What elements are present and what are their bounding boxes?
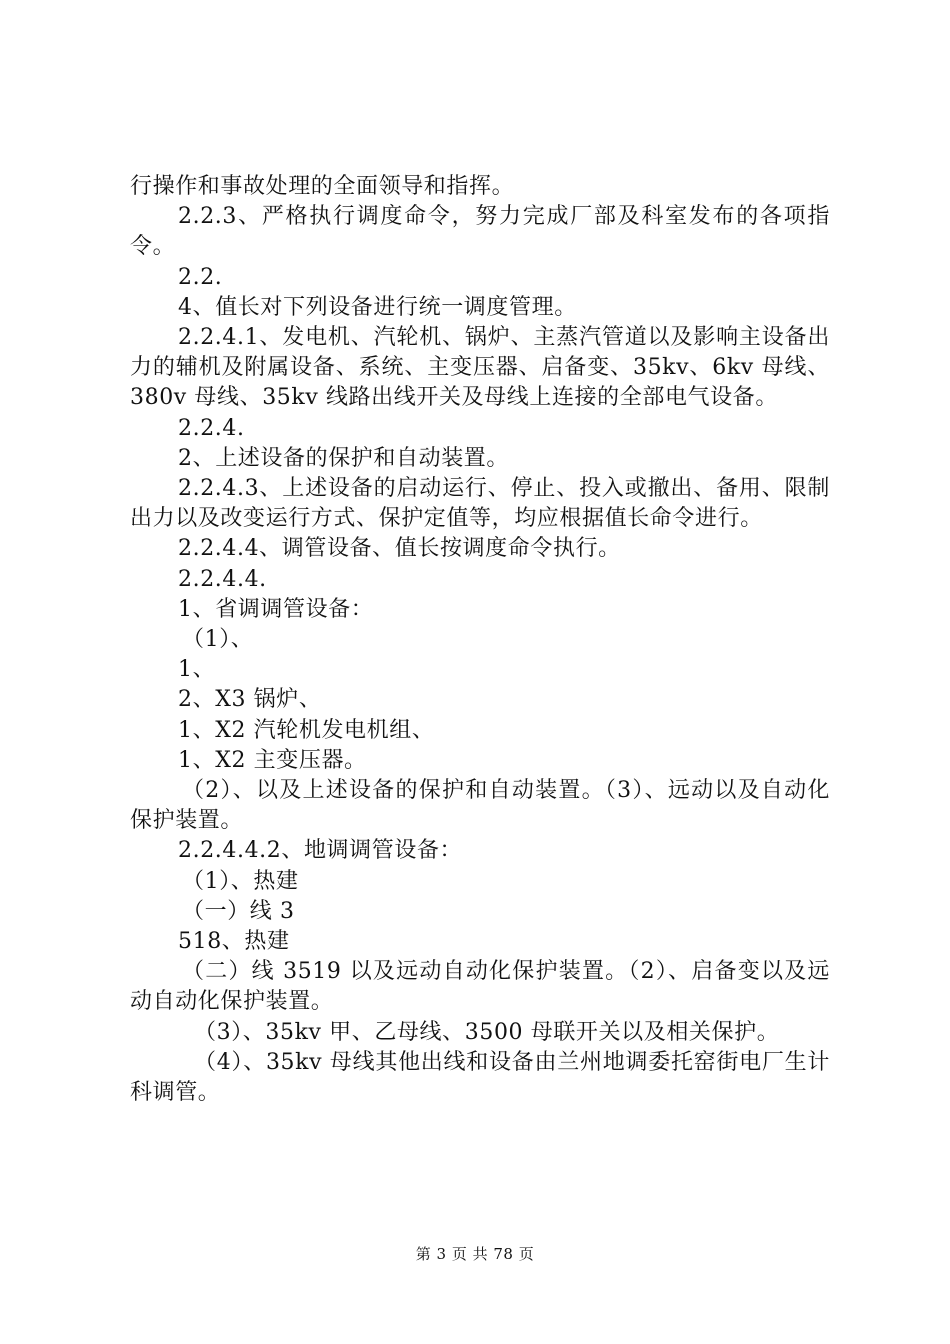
paragraph-line-3: （一）线 3 — [182, 898, 295, 924]
page-number-footer: 第 3 页 共 78 页 — [415, 1245, 535, 1263]
paragraph-2-2-4-1: 2.2.4.1、发电机、汽轮机、锅炉、主蒸汽管道以及影响主设备出力的辅机及附属设备、系统、主变压器、启备变、35kv、6kv 母线、380v 母线、35kv 线路出线开关及母线上连接的全部电气设备。 — [130, 325, 830, 411]
paragraph-35kv-bus: （3）、35kv 甲、乙母线、3500 母联开关以及相关保护。 — [194, 1019, 780, 1045]
document-body — [130, 172, 830, 1108]
paragraph-rejian-1: （1）、热建 — [182, 868, 299, 894]
paragraph-2-2-4-fragment: 2.2.4. — [178, 415, 245, 441]
paragraph-2-2-3: 2.2.3、严格执行调度命令，努力完成厂部及科室发布的各项指令。 — [130, 204, 830, 260]
paragraph-2-2-fragment: 2.2. — [178, 264, 223, 290]
paragraph-provincial-dispatch: 1、省调调管设备： — [178, 596, 374, 622]
paragraph-2-2-4-4: 2.2.4.4、调管设备、值长按调度命令执行。 — [178, 536, 621, 562]
paragraph-sub-1: （1）、 — [182, 627, 254, 653]
paragraph-sub-2-3: （2）、以及上述设备的保护和自动装置。（3）、远动以及自动化保护装置。 — [130, 778, 830, 834]
paragraph-line-3519: （二）线 3519 以及远动自动化保护装置。（2）、启备变以及远动自动化保护装置。 — [130, 959, 830, 1015]
paragraph-item-1-a: 1、 — [178, 657, 216, 683]
paragraph-item-4: 4、值长对下列设备进行统一调度管理。 — [178, 294, 577, 320]
paragraph-2-2-4-3: 2.2.4.3、上述设备的启动运行、停止、投入或撤出、备用、限制出力以及改变运行方式、保护定值等，均应根据值长命令进行。 — [130, 476, 830, 532]
paragraph-2-2-4-4-fragment: 2.2.4.4. — [178, 566, 267, 592]
paragraph-turbine-x2: 1、X2 汽轮机发电机组、 — [178, 717, 435, 743]
paragraph-transformer-x2: 1、X2 主变压器。 — [178, 747, 367, 773]
paragraph-continuation: 行操作和事故处理的全面领导和指挥。 — [130, 174, 515, 199]
paragraph-35kv-other: （4）、35kv 母线其他出线和设备由兰州地调委托窑街电厂生计科调管。 — [130, 1049, 830, 1106]
paragraph-2-2-4-4-2: 2.2.4.4.2、地调调管设备： — [178, 838, 463, 864]
paragraph-item-2: 2、上述设备的保护和自动装置。 — [178, 445, 509, 471]
paragraph-518-rejian: 518、热建 — [178, 929, 290, 955]
paragraph-boiler-x3: 2、X3 锅炉、 — [178, 687, 322, 713]
